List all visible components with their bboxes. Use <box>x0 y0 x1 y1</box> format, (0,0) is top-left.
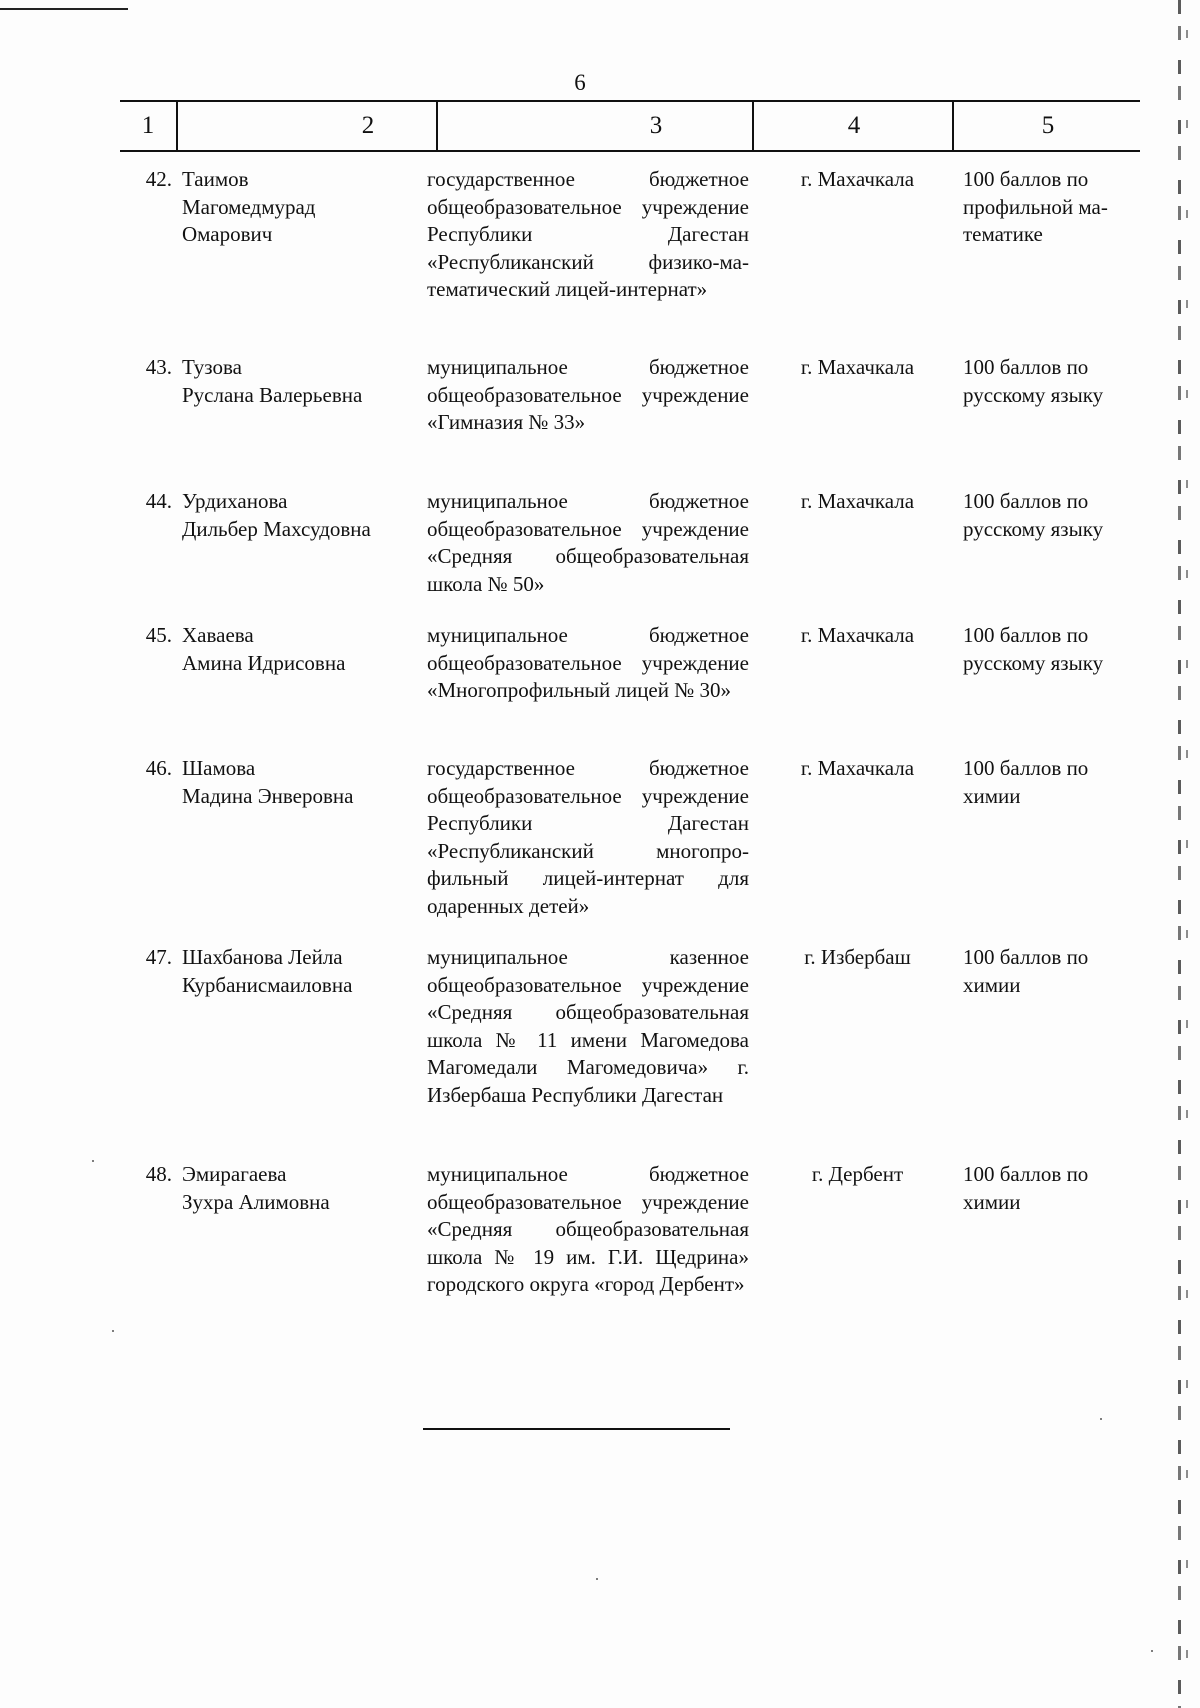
end-of-list-rule <box>423 1428 730 1430</box>
school-name: государственное бюджетное общеобразовательное учреждение Республики Дагестан «Республиканский многопрофильный лицей-интернат для одаренных детей» <box>427 756 749 918</box>
city: г. Махачкала <box>800 623 915 647</box>
person-name: Эмирагаева Зухра Алимовна <box>182 1162 330 1214</box>
table-header-cell: 2 <box>176 102 558 150</box>
table-header-cell: 3 <box>436 102 874 150</box>
table-header-row <box>120 100 1140 152</box>
score: 100 баллов по профильной ма- тематике <box>963 167 1108 246</box>
school-name: муниципальное казенное общеобразовательное учреждение «Средняя общеобразовательная школа № 11 имени Магомедова Магомедали Магомедовича» г. Избербаша Республики Дагестан <box>427 945 749 1107</box>
person-name: Шахбанова Лейла Курбанисмаиловна <box>182 945 353 997</box>
row-number: 47. <box>145 945 172 969</box>
person-name: Таимов Магомедмурад Омарович <box>182 167 316 246</box>
row-number: 46. <box>145 756 172 780</box>
school-name: государственное бюджетное общеобразовательное учреждение Республики Дагестан «Республиканский физико-математический лицей-интернат» <box>427 167 749 301</box>
row-number: 48. <box>145 1162 172 1186</box>
city: г. Избербаш <box>804 945 911 969</box>
row-number: 42. <box>145 167 172 191</box>
scan-artifact-top-line <box>0 8 128 10</box>
scan-speck <box>92 1160 94 1162</box>
scan-speck <box>112 1330 114 1332</box>
table-header-cell: 1 <box>141 112 155 139</box>
score: 100 баллов по русскому языку <box>963 623 1104 675</box>
scan-artifact-right-edge <box>1178 0 1181 1708</box>
score: 100 баллов по русскому языку <box>963 355 1104 407</box>
row-number: 45. <box>145 623 172 647</box>
school-name: муниципальное бюджетное общеобразовательное учреждение «Гимназия № 33» <box>427 355 749 434</box>
person-name: Урдиханова Дильбер Махсудовна <box>182 489 371 541</box>
city: г. Махачкала <box>800 167 915 191</box>
school-name: муниципальное бюджетное общеобразовательное учреждение «Средняя общеобразовательная школа № 50» <box>427 489 749 596</box>
person-name: Тузова Руслана Валерьевна <box>182 355 363 407</box>
city: г. Махачкала <box>800 355 915 379</box>
school-name: муниципальное бюджетное общеобразовательное учреждение «Средняя общеобразовательная школа № 19 им. Г.И. Щедрина» городского округа «город Дербент» <box>427 1162 749 1296</box>
city: г. Махачкала <box>800 756 915 780</box>
table-header-cell: 4 <box>752 102 954 150</box>
score: 100 баллов по химии <box>963 1162 1089 1214</box>
scan-speck <box>1100 1418 1102 1420</box>
scan-speck <box>1151 1650 1153 1652</box>
city: г. Махачкала <box>800 489 915 513</box>
score: 100 баллов по русскому языку <box>963 489 1104 541</box>
table-header-cell: 5 <box>952 102 1142 150</box>
score: 100 баллов по химии <box>963 756 1089 808</box>
page-number: 6 <box>574 70 586 95</box>
person-name: Шамова Мадина Энверовна <box>182 756 354 808</box>
school-name: муниципальное бюджетное общеобразовательное учреждение «Многопрофильный лицей № 30» <box>427 623 749 702</box>
scan-artifact-right-edge-secondary <box>1186 0 1188 1708</box>
row-number: 44. <box>145 489 172 513</box>
city: г. Дербент <box>811 1162 904 1186</box>
scan-speck <box>596 1578 598 1580</box>
row-number: 43. <box>145 355 172 379</box>
person-name: Хаваева Амина Идрисовна <box>182 623 346 675</box>
score: 100 баллов по химии <box>963 945 1089 997</box>
